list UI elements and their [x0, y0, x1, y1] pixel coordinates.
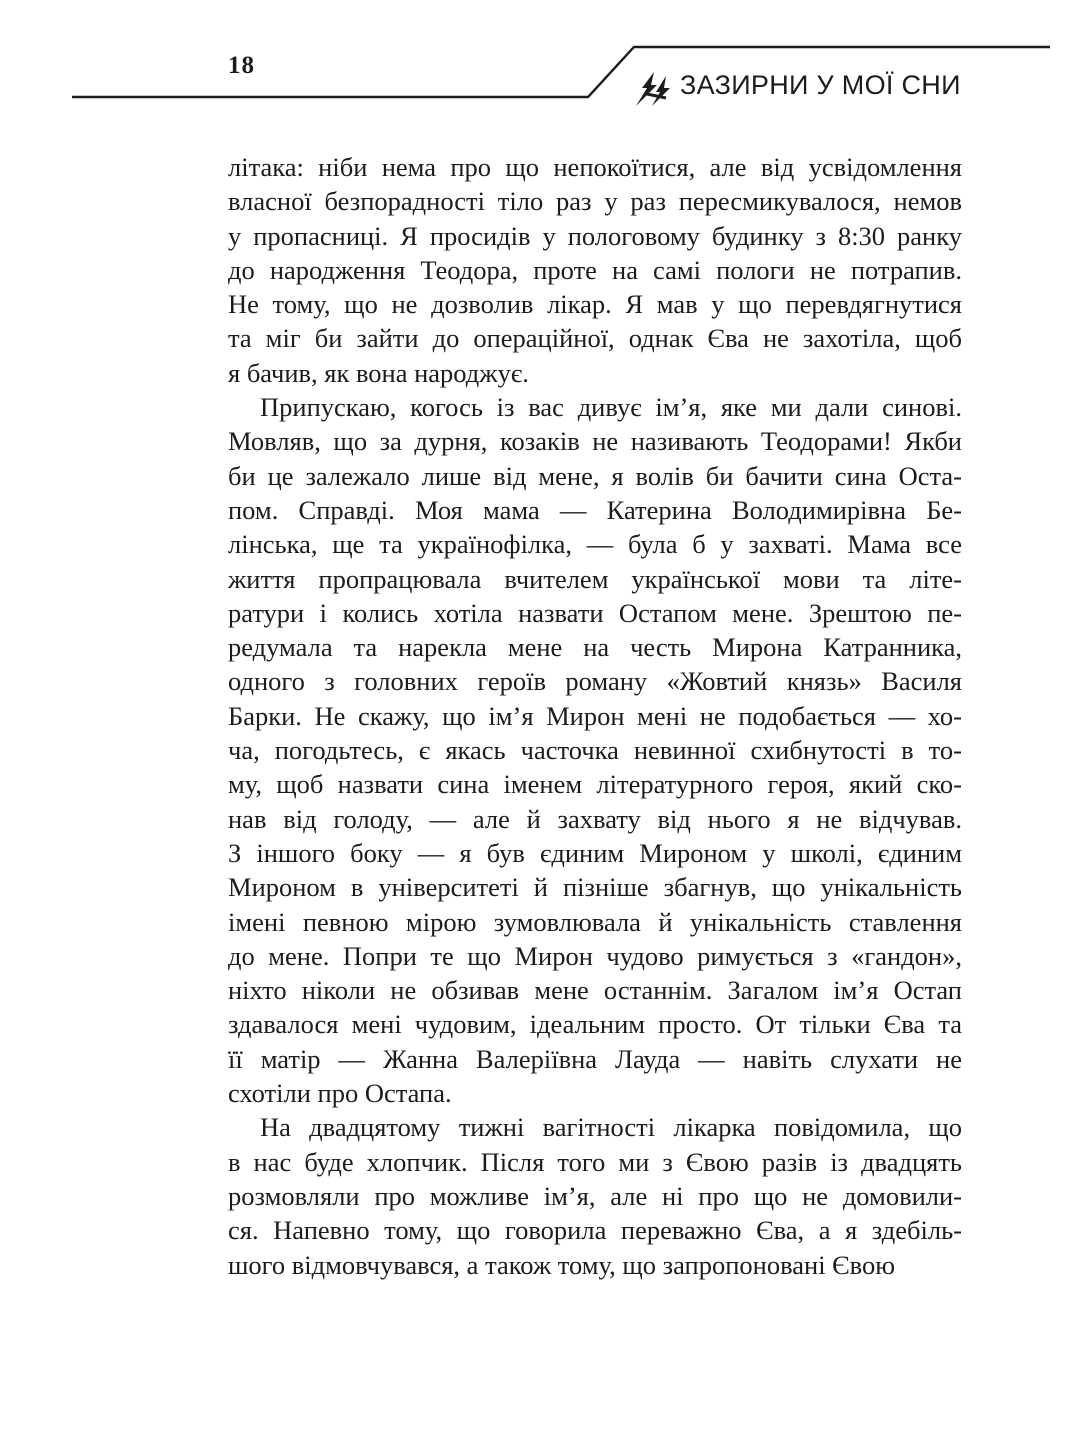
text-line: Мовляв, що за дурня, козаків не називають Теодорами! Якби: [228, 426, 962, 457]
running-header: [0, 0, 1080, 110]
text-line: ніхто ніколи не обзивав мене останнім. Загалом ім’я Остап: [228, 975, 962, 1006]
text-line: у пропасниці. Я просидів у пологовому будинку з 8:30 ранку: [228, 220, 962, 251]
paragraph: [228, 1110, 962, 1281]
text-line: редумала та нарекла мене на честь Мирона Катранника,: [228, 632, 962, 663]
text-line: шого відмовчувався, а також тому, що запропоновані Євою: [228, 1249, 896, 1280]
text-line: та міг би зайти до операційної, однак Єва не захотіла, щоб: [228, 323, 962, 354]
text-line: я бачив, як вона народжує.: [228, 357, 529, 388]
text-line: би це залежало лише від мене, я волів би бачити сина Оста-: [228, 460, 962, 491]
text-line: одного з головних героїв роману «Жовтий князь» Василя: [228, 666, 962, 697]
publisher-logo-icon: [632, 68, 674, 108]
text-line: Мироном в університеті й пізніше збагнув, що унікальність: [228, 872, 962, 903]
text-line: життя пропрацювала вчителем української мови та літе-: [228, 563, 962, 594]
text-line: пом. Справді. Моя мама — Катерина Володимирівна Бе-: [228, 494, 962, 525]
text-line: Припускаю, когось із вас дивує ім’я, яке ми дали синові.: [260, 392, 962, 423]
text-line: до мене. Попри те що Мирон чудово римується з «гандон»,: [228, 940, 962, 971]
text-line: лінська, ще та українофілка, — була б у захваті. Мама все: [228, 529, 962, 560]
text-line: в нас буде хлопчик. Після того ми з Євою разів із двадцять: [228, 1146, 962, 1177]
text-line: до народження Теодора, проте на самі пологи не потрапив.: [228, 254, 962, 285]
text-line: Барки. Не скажу, що ім’я Мирон мені не подобається — хо-: [228, 700, 962, 731]
text-line: ратури і колись хотіла назвати Остапом мене. Зрештою пе-: [228, 597, 962, 628]
page-number: 18: [228, 52, 255, 79]
book-title: ЗАЗИРНИ У МОЇ СНИ: [680, 70, 961, 100]
page-body: [228, 150, 962, 1282]
text-line: її матір — Жанна Валеріївна Лауда — навіть слухати не: [228, 1043, 962, 1074]
text-line: літака: ніби нема про що непокоїтися, але від усвідомлення: [228, 152, 962, 182]
text-line: схотіли про Остапа.: [228, 1078, 452, 1109]
text-line: здавалося мені чудовим, ідеальним просто. От тільки Єва та: [228, 1009, 962, 1040]
text-line: імені певною мірою зумовлювала й унікальність ставлення: [228, 906, 962, 937]
text-line: ча, погодьтесь, є якась часточка невинної схибнутості в то-: [228, 735, 962, 766]
text-line: нав від голоду, — але й захвату від нього я не відчував.: [228, 803, 962, 834]
text-line: ся. Напевно тому, що говорила переважно Єва, а я здебіль-: [228, 1215, 962, 1246]
text-line: власної безпорадності тіло раз у раз пересмикувалося, немов: [228, 186, 962, 217]
paragraph: [228, 150, 962, 390]
text-line: му, щоб назвати сина іменем літературного героя, який ско-: [228, 769, 962, 800]
text-line: З іншого боку — я був єдиним Мироном у школі, єдиним: [228, 837, 962, 868]
paragraph: [228, 390, 962, 1110]
text-line: На двадцятому тижні вагітності лікарка повідомила, що: [260, 1112, 962, 1143]
text-line: розмовляли про можливе ім’я, але ні про що не домовили-: [228, 1180, 962, 1211]
text-line: Не тому, що не дозволив лікар. Я мав у що перевдягнутися: [228, 289, 962, 320]
